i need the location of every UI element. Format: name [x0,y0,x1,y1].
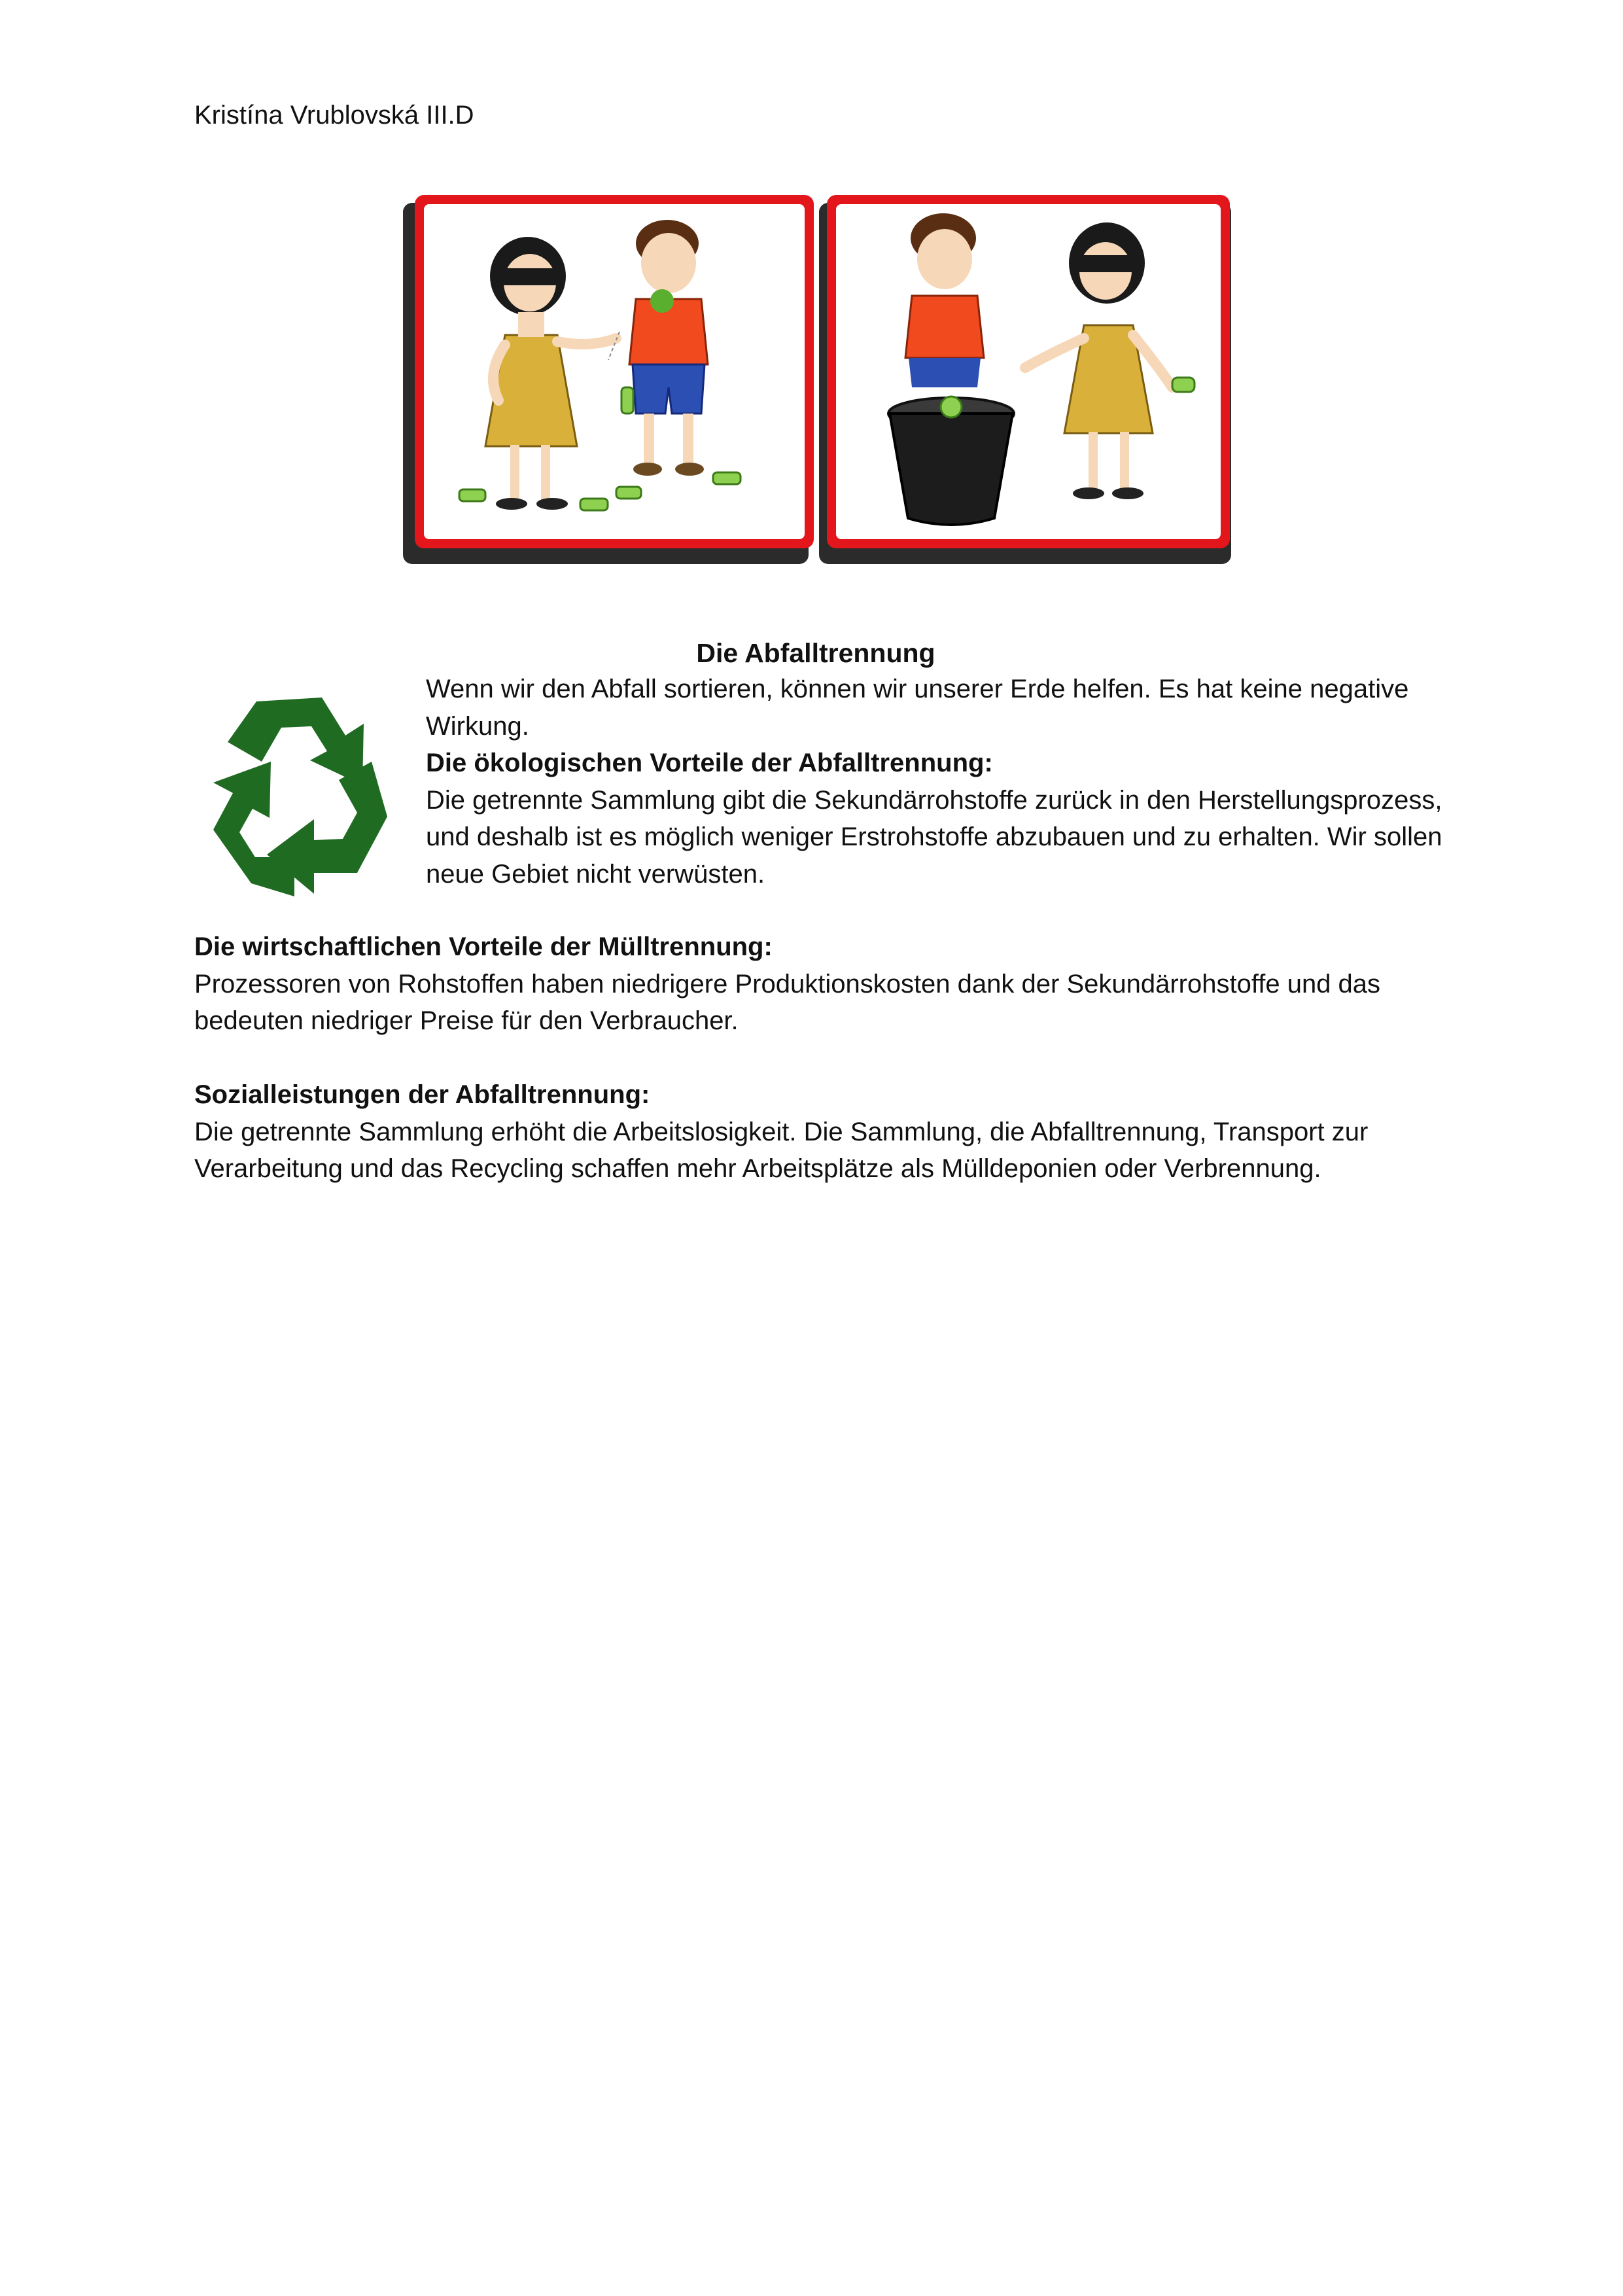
economic-heading: Die wirtschaftlichen Vorteile der Mülltrennung: [194,932,773,961]
social-section [194,1076,1450,1188]
ecological-paragraph: Die getrennte Sammlung gibt die Sekundärrohstoffe zurück in den Herstellungsprozess, und deshalb ist es möglich weniger Erstrohstoffe abzubauen und zu erhalten. Wir sollen neue Gebiet nicht verwüsten. [426,785,1442,889]
economic-section [194,928,1450,1040]
boy-figure-2 [905,213,984,387]
kids-using-bin-panel [819,195,1231,564]
economic-paragraph: Prozessoren von Rohstoffen haben niedrigere Produktionskosten dank der Sekundärrohstoffe und das bedeuten niedriger Preise für den Verbraucher. [194,969,1381,1035]
littering-illustration [400,191,1231,564]
intro-section [426,671,1446,892]
intro-paragraph: Wenn wir den Abfall sortieren, können wir unserer Erde helfen. Es hat keine negative Wirkung. [426,675,1409,741]
social-paragraph: Die getrennte Sammlung erhöht die Arbeitslosigkeit. Die Sammlung, die Abfalltrennung, Transport zur Verarbeitung und das Recycling schaffen mehr Arbeitsplätze als Mülldeponien oder Verbrennung. [194,1117,1369,1183]
kids-littering-panel [403,195,814,564]
trash-bin [888,397,1014,525]
ecological-heading: Die ökologischen Vorteile der Abfalltrennung: [426,749,993,777]
author-line: Kristína Vrublovská III.D [194,101,474,130]
recycle-icon [194,688,402,901]
document-title: Die Abfalltrennung [696,638,935,668]
social-heading: Sozialleistungen der Abfalltrennung: [194,1080,650,1109]
